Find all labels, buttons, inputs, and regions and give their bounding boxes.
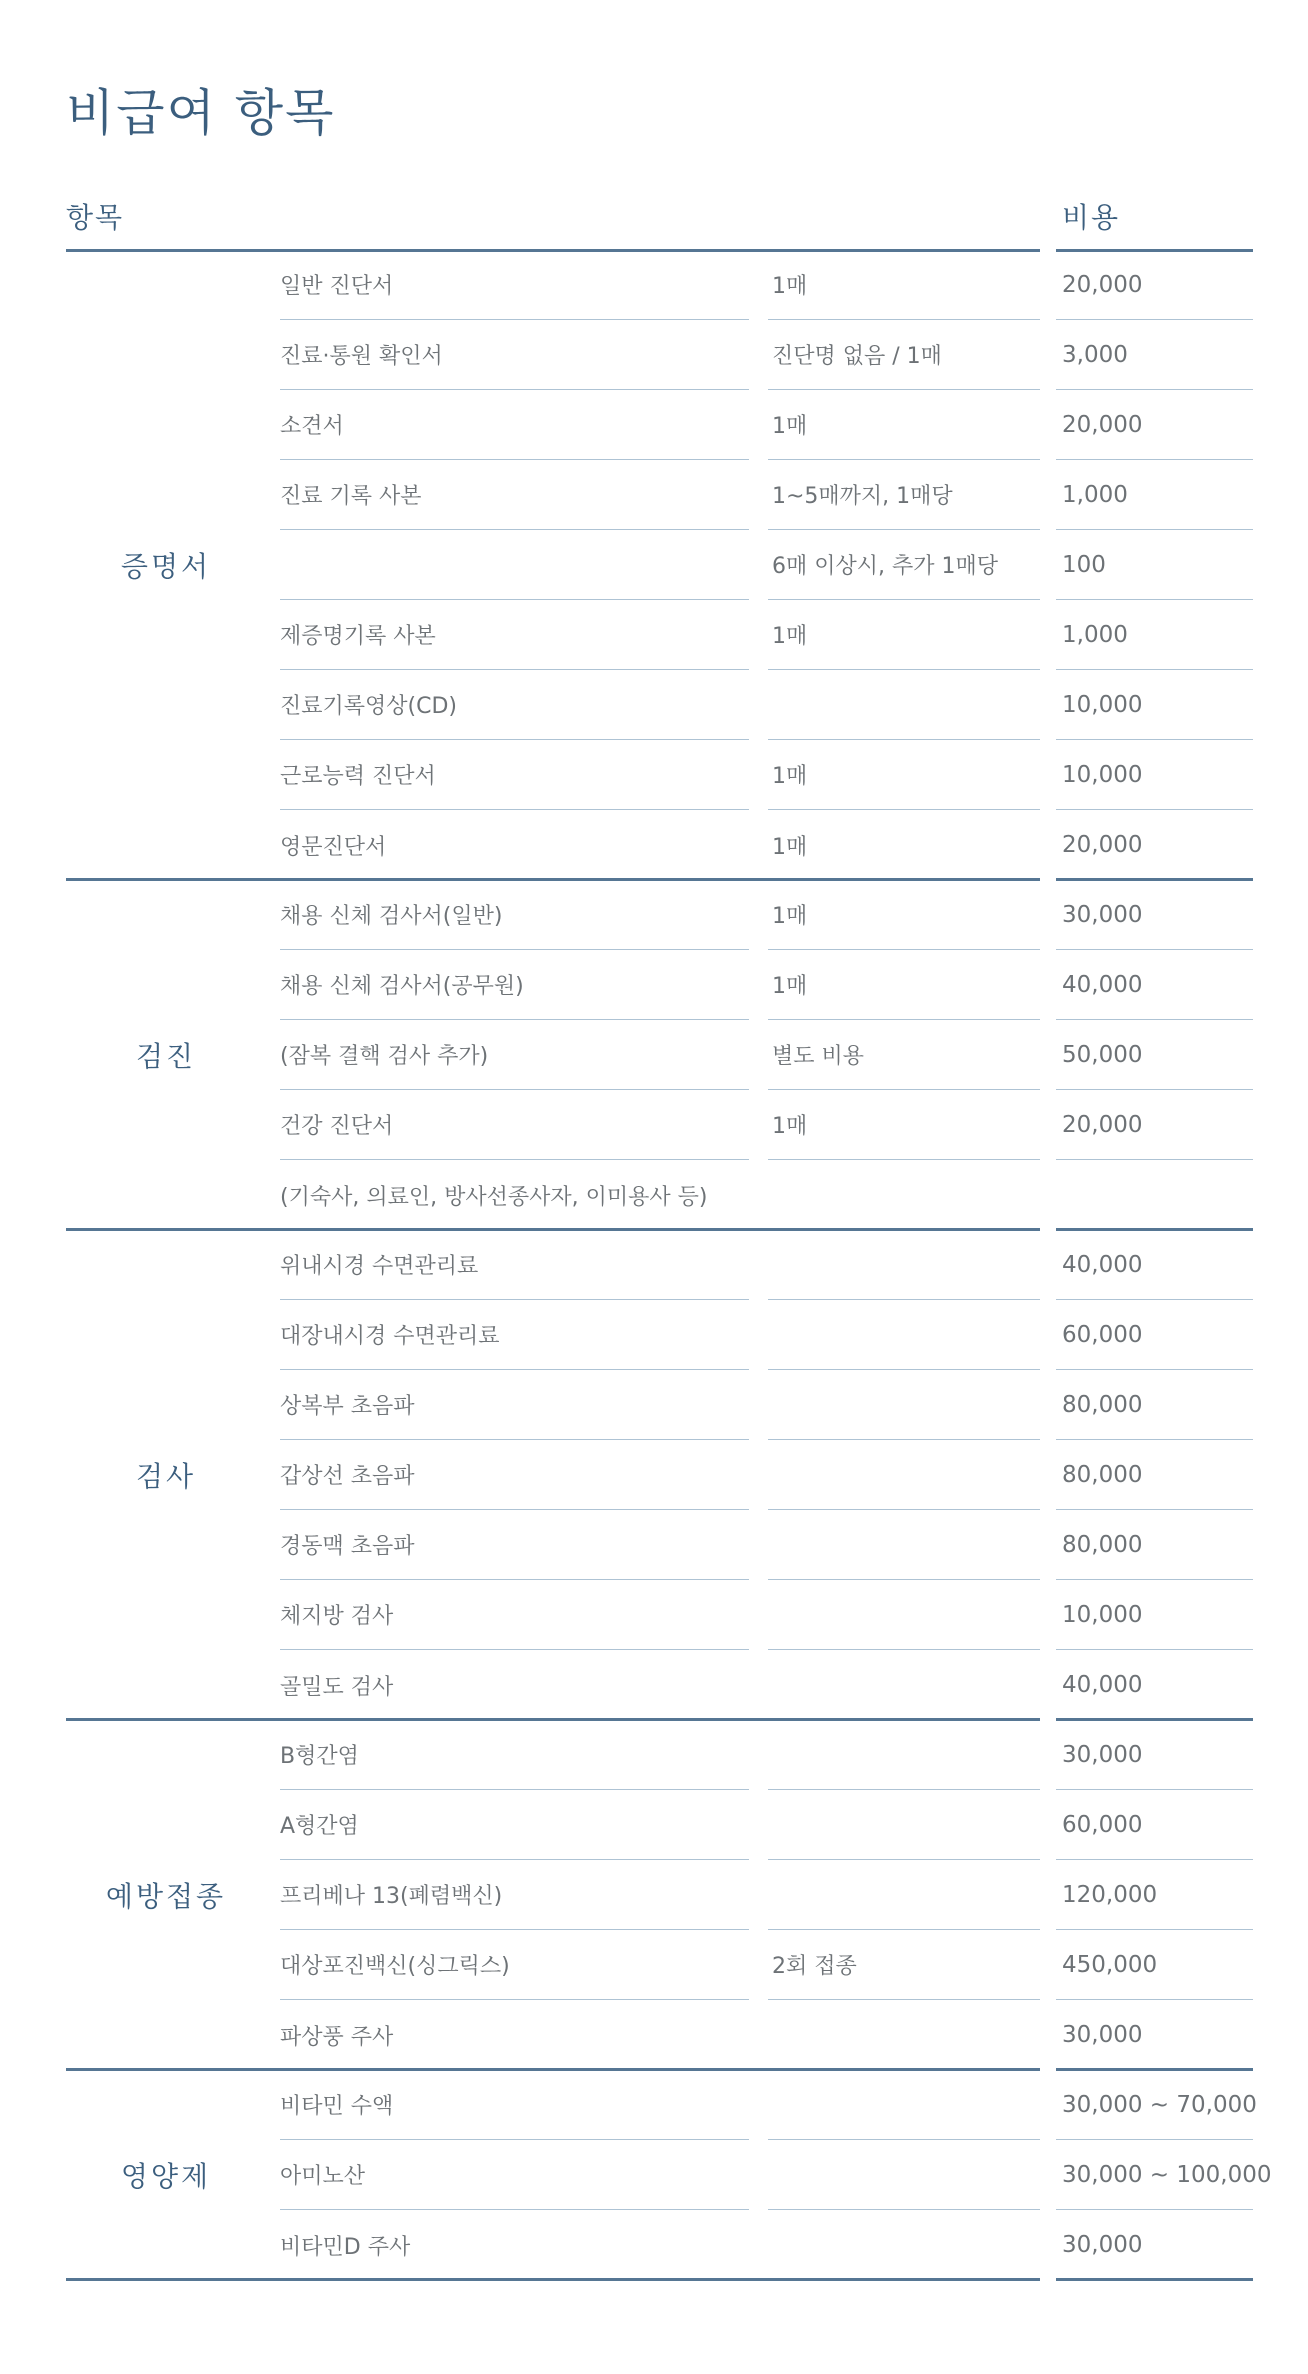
table-row	[66, 1440, 1253, 1510]
item-name-cell: B형간염	[280, 1720, 749, 1790]
column-gap	[1040, 880, 1056, 950]
column-gap	[749, 2140, 768, 2210]
quantity-note-cell: 1매	[772, 834, 808, 860]
quantity-note-cell: 1매	[768, 880, 1040, 950]
category-cell	[66, 810, 280, 880]
cost-cell: 80,000	[1056, 1370, 1253, 1440]
table-row	[66, 600, 1253, 670]
table-row	[66, 740, 1253, 810]
quantity-note-cell: 1매	[768, 740, 1040, 810]
quantity-note-cell	[768, 1230, 1040, 1300]
table-row	[66, 1300, 1253, 1370]
cost-cell: 3,000	[1056, 320, 1253, 390]
category-cell	[66, 1370, 280, 1440]
column-gap	[1040, 320, 1056, 390]
quantity-note-cell: 진단명 없음 / 1매	[768, 320, 1040, 390]
table-row	[66, 1790, 1253, 1860]
category-cell	[66, 390, 280, 460]
column-gap	[1040, 1580, 1056, 1650]
column-gap	[749, 950, 768, 1020]
item-column-header: 항목	[66, 201, 125, 234]
category-label: 예방접종	[105, 1880, 227, 1913]
cost-cell: 1,000	[1056, 600, 1253, 670]
column-gap	[749, 460, 768, 530]
table-row	[66, 390, 1253, 460]
table-row	[66, 810, 1253, 880]
quantity-note-cell: 6매 이상시, 추가 1매당	[768, 530, 1040, 600]
quantity-note-cell: 1매	[768, 390, 1040, 460]
column-gap	[1040, 460, 1056, 530]
item-name-cell: 아미노산	[280, 2140, 749, 2210]
page-title: 비급여 항목	[66, 83, 336, 142]
item-name-cell: 상복부 초음파	[280, 1370, 749, 1440]
category-cell	[66, 250, 280, 320]
category-cell	[66, 1580, 280, 1650]
category-cell	[66, 2000, 280, 2070]
item-name-cell: 건강 진단서	[280, 1090, 749, 1160]
cost-cell: 100	[1056, 530, 1253, 600]
column-gap	[749, 320, 768, 390]
column-gap	[749, 2000, 768, 2070]
table-row	[66, 1580, 1253, 1650]
section-divider-right	[1056, 2278, 1253, 2281]
quantity-note-cell: 1매	[768, 1090, 1040, 1160]
item-name-cell: 파상풍 주사	[280, 2024, 394, 2050]
column-gap	[1040, 1090, 1056, 1160]
table-section-4	[66, 1720, 1253, 2070]
column-gap	[1040, 250, 1056, 320]
column-gap	[1040, 670, 1056, 740]
cost-cell: 80,000	[1056, 1510, 1253, 1580]
column-gap	[1040, 2000, 1056, 2070]
category-cell	[66, 1300, 280, 1370]
column-gap	[1040, 1930, 1056, 2000]
item-name-cell: 대장내시경 수면관리료	[280, 1300, 749, 1370]
column-gap	[749, 1650, 768, 1720]
quantity-note-cell	[768, 1650, 1040, 1720]
quantity-note-cell	[768, 2070, 1040, 2140]
item-name-cell: 진료·통원 확인서	[280, 320, 749, 390]
table-body	[66, 250, 1272, 2280]
table-row	[66, 1860, 1253, 1930]
cost-cell: 10,000	[1056, 670, 1253, 740]
cost-cell: 1,000	[1056, 460, 1253, 530]
category-cell	[66, 1720, 280, 1790]
category-cell	[66, 740, 280, 810]
table-row	[66, 460, 1253, 530]
cost-cell: 10,000	[1056, 740, 1253, 810]
table-section-1	[66, 250, 1253, 880]
column-gap	[749, 1860, 768, 1930]
column-gap	[749, 530, 768, 600]
column-gap	[1040, 810, 1056, 880]
cost-cell: 60,000	[1056, 1790, 1253, 1860]
quantity-note-cell	[768, 1160, 1040, 1230]
category-cell	[66, 1440, 280, 1510]
category-cell	[66, 2210, 280, 2280]
quantity-note-cell: 1매	[768, 250, 1040, 320]
quantity-note-cell	[768, 1370, 1040, 1440]
item-name-cell: 비타민D 주사	[280, 2234, 411, 2260]
table-header-row	[66, 180, 1253, 250]
category-cell	[66, 1510, 280, 1580]
cost-cell: 450,000	[1056, 1930, 1253, 2000]
column-gap	[1040, 740, 1056, 810]
quantity-note-cell: 1매	[768, 950, 1040, 1020]
column-gap	[1040, 1370, 1056, 1440]
column-gap	[1040, 1440, 1056, 1510]
quantity-note-cell	[768, 2140, 1040, 2210]
category-cell	[66, 320, 280, 390]
category-cell	[66, 950, 280, 1020]
quantity-note-cell: 1매	[768, 600, 1040, 670]
column-gap	[1040, 1650, 1056, 1720]
quantity-note-cell	[768, 1720, 1040, 1790]
column-gap	[749, 670, 768, 740]
item-name-cell: 소견서	[280, 390, 749, 460]
item-name-cell: 제증명기록 사본	[280, 600, 749, 670]
column-gap	[749, 250, 768, 320]
table-row	[66, 670, 1253, 740]
item-name-cell: 위내시경 수면관리료	[280, 1230, 749, 1300]
cost-cell: 40,000	[1062, 1672, 1143, 1698]
table-row	[66, 1930, 1253, 2000]
column-gap	[1040, 950, 1056, 1020]
item-name-cell: 근로능력 진단서	[280, 740, 749, 810]
column-gap	[749, 1020, 768, 1090]
category-cell	[66, 1020, 280, 1090]
category-cell	[66, 1930, 280, 2000]
column-gap	[749, 740, 768, 810]
cost-cell: 10,000	[1056, 1580, 1253, 1650]
item-name-cell: 비타민 수액	[280, 2070, 749, 2140]
quantity-note-cell: 1~5매까지, 1매당	[768, 460, 1040, 530]
table-section-5	[66, 2070, 1272, 2280]
cost-cell: 30,000	[1062, 2232, 1143, 2258]
table-row	[66, 2140, 1272, 2210]
quantity-note-cell	[768, 1510, 1040, 1580]
table-row	[66, 2000, 1253, 2070]
quantity-note-cell	[768, 2000, 1040, 2070]
item-name-cell: 갑상선 초음파	[280, 1440, 749, 1510]
quantity-note-cell	[768, 1860, 1040, 1930]
item-name-cell: A형간염	[280, 1790, 749, 1860]
fee-table	[66, 180, 1272, 2280]
column-gap	[749, 1720, 768, 1790]
table-row	[66, 250, 1253, 320]
cost-cell: 20,000	[1056, 250, 1253, 320]
quantity-note-cell: 별도 비용	[768, 1020, 1040, 1090]
cost-cell: 30,000 ~ 100,000	[1056, 2140, 1253, 2210]
quantity-note-cell	[768, 1440, 1040, 1510]
column-gap	[1040, 1860, 1056, 1930]
category-cell	[66, 1090, 280, 1160]
category-cell	[66, 600, 280, 670]
table-row	[66, 1020, 1253, 1090]
column-gap	[1040, 1790, 1056, 1860]
column-gap	[749, 1930, 768, 2000]
cost-cell: 40,000	[1056, 950, 1253, 1020]
item-name-cell: 경동맥 초음파	[280, 1510, 749, 1580]
table-row	[66, 1370, 1253, 1440]
column-gap	[1040, 600, 1056, 670]
cost-cell: 50,000	[1056, 1020, 1253, 1090]
column-gap	[749, 600, 768, 670]
column-gap	[1040, 1160, 1056, 1230]
column-gap	[1040, 1020, 1056, 1090]
column-gap	[1040, 2070, 1056, 2140]
column-gap	[749, 880, 768, 950]
item-name-cell	[280, 530, 749, 600]
column-gap	[1040, 1720, 1056, 1790]
category-cell	[66, 1160, 280, 1230]
quantity-note-cell	[768, 1300, 1040, 1370]
item-name-cell: (기숙사, 의료인, 방사선종사자, 이미용사 등)	[280, 1184, 708, 1210]
cost-cell: 20,000	[1056, 1090, 1253, 1160]
category-label: 영양제	[120, 2160, 212, 2193]
cost-cell	[1056, 1160, 1253, 1230]
item-name-cell: 골밀도 검사	[280, 1674, 394, 1700]
column-gap	[749, 2210, 768, 2280]
item-name-cell: (잠복 결핵 검사 추가)	[280, 1020, 749, 1090]
cost-cell: 30,000	[1056, 880, 1253, 950]
table-row	[66, 530, 1253, 600]
column-gap	[1040, 1510, 1056, 1580]
column-gap	[1040, 1230, 1056, 1300]
category-cell	[66, 530, 280, 600]
item-name-cell: 일반 진단서	[280, 250, 749, 320]
item-name-cell: 체지방 검사	[280, 1580, 749, 1650]
category-label: 검사	[135, 1460, 197, 1493]
column-gap	[749, 2070, 768, 2140]
table-section-2	[66, 880, 1253, 1230]
table-row	[66, 1090, 1253, 1160]
item-name-cell: 프리베나 13(폐렴백신)	[280, 1860, 749, 1930]
column-gap	[1040, 390, 1056, 460]
cost-column-header: 비용	[1062, 201, 1121, 234]
column-gap	[749, 1090, 768, 1160]
table-row	[66, 1230, 1253, 1300]
category-cell	[66, 2070, 280, 2140]
column-gap	[749, 1790, 768, 1860]
column-gap	[749, 1580, 768, 1650]
cost-cell: 80,000	[1056, 1440, 1253, 1510]
item-name-cell: 영문진단서	[280, 834, 387, 860]
table-row	[66, 2070, 1257, 2140]
category-cell	[66, 2140, 280, 2210]
cost-cell: 20,000	[1062, 832, 1143, 858]
column-gap	[749, 810, 768, 880]
category-cell	[66, 670, 280, 740]
cost-cell: 30,000	[1062, 2022, 1143, 2048]
quantity-note-cell	[768, 670, 1040, 740]
cost-cell: 40,000	[1056, 1230, 1253, 1300]
table-row	[66, 1510, 1253, 1580]
item-name-cell: 채용 신체 검사서(일반)	[280, 880, 749, 950]
category-cell	[66, 1790, 280, 1860]
column-gap	[1040, 1300, 1056, 1370]
column-gap	[749, 1300, 768, 1370]
table-row	[66, 2210, 1253, 2280]
category-cell	[66, 460, 280, 530]
column-gap	[749, 1510, 768, 1580]
column-gap	[749, 1160, 768, 1230]
quantity-note-cell	[768, 1580, 1040, 1650]
column-gap	[749, 1230, 768, 1300]
cost-cell: 30,000	[1056, 1720, 1253, 1790]
column-gap	[1040, 2210, 1056, 2280]
section-divider-left	[66, 2278, 1040, 2281]
table-row	[66, 1650, 1253, 1720]
table-row	[66, 320, 1253, 390]
item-name-cell: 진료 기록 사본	[280, 460, 749, 530]
table-row	[66, 880, 1253, 950]
category-label: 검진	[135, 1040, 197, 1073]
column-gap	[1040, 530, 1056, 600]
category-cell	[66, 880, 280, 950]
cost-cell: 30,000 ~ 70,000	[1056, 2070, 1253, 2140]
cost-cell: 20,000	[1056, 390, 1253, 460]
category-cell	[66, 1860, 280, 1930]
category-cell	[66, 1230, 280, 1300]
item-name-cell: 채용 신체 검사서(공무원)	[280, 950, 749, 1020]
item-name-cell: 대상포진백신(싱그릭스)	[280, 1930, 749, 2000]
cost-cell: 120,000	[1056, 1860, 1253, 1930]
category-cell	[66, 1650, 280, 1720]
category-label: 증명서	[120, 550, 212, 583]
quantity-note-cell	[768, 2210, 1040, 2280]
table-section-3	[66, 1230, 1253, 1720]
column-gap	[749, 1440, 768, 1510]
table-row	[66, 1160, 1253, 1230]
column-gap	[749, 390, 768, 460]
quantity-note-cell: 2회 접종	[768, 1930, 1040, 2000]
column-gap	[1040, 2140, 1056, 2210]
quantity-note-cell	[768, 1790, 1040, 1860]
item-name-cell: 진료기록영상(CD)	[280, 670, 749, 740]
cost-cell: 60,000	[1056, 1300, 1253, 1370]
column-gap	[749, 1370, 768, 1440]
table-row	[66, 1720, 1253, 1790]
table-row	[66, 950, 1253, 1020]
